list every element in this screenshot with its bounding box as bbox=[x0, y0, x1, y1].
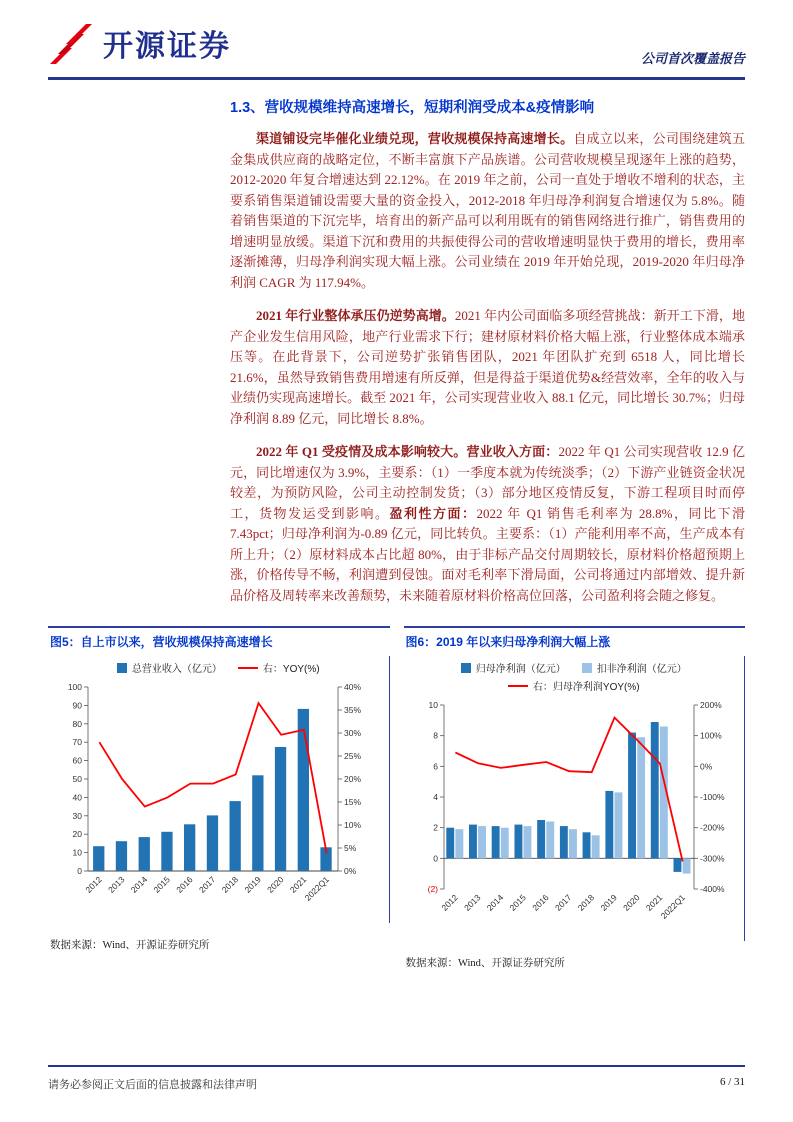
page-number: 6 / 31 bbox=[719, 1076, 745, 1088]
main-content bbox=[48, 96, 745, 970]
svg-text:25%: 25% bbox=[344, 751, 362, 761]
svg-text:30: 30 bbox=[72, 810, 83, 821]
svg-text:40%: 40% bbox=[344, 682, 362, 692]
svg-text:2016: 2016 bbox=[529, 892, 551, 913]
legend-line-swatch bbox=[238, 667, 258, 669]
brand-logo bbox=[48, 24, 231, 69]
svg-text:2020: 2020 bbox=[620, 892, 642, 913]
body-paragraphs bbox=[230, 129, 745, 606]
svg-text:15%: 15% bbox=[344, 797, 362, 807]
figure-5-source: 数据来源：Wind、开源证券研究所 bbox=[50, 940, 210, 951]
legend-label: 右：YOY(%) bbox=[262, 664, 320, 675]
brand-logo-icon bbox=[48, 24, 94, 69]
legend-item bbox=[508, 678, 640, 693]
paragraph-lead: 渠道铺设完毕催化业绩兑现，营收规模保持高速增长。 bbox=[256, 131, 574, 146]
paragraph-text: 2022 年 Q1 销售毛利率为 28.8%，同比下滑 7.43pct；归母净利润为-0.89 亿元，同比转负。主要系：（1）产能利用率不高，生产成本有所上升；（2）原材料成本占比超 80%，由于非标产品交付周期较长，原材料价格超预期上涨，价格传导不畅，利润遭到侵蚀。面对毛利率下滑局面，公司将通过内部增效、提升新品价格及周转率来改善颓势，未来随着原材料价格高位回落，公司盈利将会随之修复。 bbox=[230, 505, 745, 603]
svg-text:40: 40 bbox=[72, 792, 83, 803]
svg-text:2014: 2014 bbox=[484, 892, 505, 913]
figure-5-body bbox=[48, 656, 390, 923]
svg-text:-400%: -400% bbox=[699, 884, 725, 894]
paragraph-text: 2021 年内公司面临多项经营挑战：新开工下滑，地产企业发生信用风险，地产行业需求下行；建材原材料价格大幅上涨，行业整体成本端承压等。在此背景下，公司逆势扩张销售团队，2021 年团队扩充到 6518 人，同比增长 21.6%，虽然导致销售费用增速有所反弹，但是得益于渠道优势&经营效率，全年的收入与业绩仍实现高速增长。截至 2021 年，公司实现营业收入 88.1 亿元，同比增长 30.7%；归母净利润 8.89 亿元，同比增长 8.8%。 bbox=[230, 308, 745, 426]
svg-text:2021: 2021 bbox=[288, 874, 309, 895]
svg-text:5%: 5% bbox=[344, 843, 357, 853]
svg-text:70: 70 bbox=[72, 737, 83, 748]
paragraph bbox=[230, 442, 745, 606]
figure-6-caption: 图6：2019 年以来归母净利润大幅上涨 bbox=[404, 626, 746, 656]
legend-line-swatch bbox=[508, 685, 528, 687]
svg-text:8: 8 bbox=[433, 730, 438, 741]
svg-text:0: 0 bbox=[433, 853, 438, 864]
paragraph-lead: 2021 年行业整体承压仍逆势高增。 bbox=[256, 308, 455, 323]
charts-row bbox=[48, 626, 745, 970]
svg-text:2022Q1: 2022Q1 bbox=[658, 892, 687, 921]
svg-text:2018: 2018 bbox=[575, 892, 596, 913]
svg-text:0: 0 bbox=[77, 866, 83, 876]
figure-5 bbox=[48, 626, 390, 970]
svg-text:60: 60 bbox=[72, 755, 83, 766]
legend-item bbox=[117, 660, 222, 675]
svg-text:2017: 2017 bbox=[552, 892, 574, 913]
svg-text:2018: 2018 bbox=[219, 874, 241, 895]
svg-text:2022Q1: 2022Q1 bbox=[302, 874, 332, 903]
svg-text:30%: 30% bbox=[344, 728, 362, 738]
section-title: 1.3、营收规模维持高速增长，短期利润受成本&疫情影响 bbox=[230, 100, 595, 116]
svg-text:10: 10 bbox=[428, 700, 438, 710]
svg-text:100: 100 bbox=[68, 682, 83, 692]
svg-text:0%: 0% bbox=[344, 866, 357, 876]
figure-6 bbox=[404, 626, 746, 970]
svg-text:20: 20 bbox=[72, 829, 83, 840]
legend-item bbox=[461, 660, 566, 675]
paragraph bbox=[230, 129, 745, 293]
paragraph-lead: 2022 年 Q1 受疫情及成本影响较大。 bbox=[256, 444, 467, 459]
footer-disclaimer: 请务必参阅正文后面的信息披露和法律声明 bbox=[48, 1079, 257, 1091]
svg-text:2016: 2016 bbox=[174, 874, 195, 895]
svg-text:-300%: -300% bbox=[699, 853, 725, 864]
brand-name: 开源证券 bbox=[103, 29, 231, 63]
paragraph-text: 2022 年 Q1 公司实现营收 12.9 亿元，同比增速仅为 3.9%，主要系：（1）一季度本就为传统淡季；（2）下游产业链资金状况较差，为预防风险，公司主动控制发货；（3）部分地区疫情反复，下游工程项目时而停工，货物发运受到影响。 bbox=[230, 444, 745, 521]
page-footer bbox=[48, 1065, 745, 1092]
svg-text:-200%: -200% bbox=[699, 822, 725, 833]
legend-bar-swatch bbox=[117, 663, 127, 673]
svg-text:20%: 20% bbox=[344, 774, 362, 784]
svg-text:-100%: -100% bbox=[699, 792, 725, 802]
figure-6-source: 数据来源：Wind、开源证券研究所 bbox=[405, 958, 565, 969]
svg-text:6: 6 bbox=[433, 761, 438, 772]
legend-label: 归母净利润（亿元） bbox=[475, 664, 566, 675]
svg-text:80: 80 bbox=[72, 718, 83, 729]
svg-text:(2): (2) bbox=[427, 884, 438, 894]
svg-text:2: 2 bbox=[433, 822, 438, 833]
legend-label: 总营业收入（亿元） bbox=[131, 664, 222, 675]
paragraph-text: 自成立以来，公司围绕建筑五金集成供应商的战略定位，不断丰富旗下产品族谱。公司营收规模呈现逐年上涨的趋势，2012-2020 年复合增速达到 22.12%。在 2019 年之前，公司一直处于增收不增利的状态，主要系销售渠道铺设需要大量的资金投入，2012-2018 年归母净利润复合增速仅为 5.8%。随着销售渠道的下沉完毕，培育出的新产品可以利用既有的销售网络进行推广，销售费用的增速明显放缓。渠道下沉和费用的共振使得公司的营收增速明显快于费用的增长，费用率逐渐摊薄，归母净利润实现大幅上涨。公司业绩在 2019 年开始兑现，2019-2020 年归母净利润 CAGR 为 117.94%。 bbox=[230, 131, 745, 290]
legend-item bbox=[238, 660, 320, 675]
svg-text:2017: 2017 bbox=[197, 874, 218, 895]
svg-text:0%: 0% bbox=[699, 761, 713, 772]
svg-text:35%: 35% bbox=[344, 705, 362, 715]
svg-text:2019: 2019 bbox=[598, 892, 619, 913]
paragraph-lead: 盈利性方面： bbox=[389, 505, 477, 521]
svg-text:10%: 10% bbox=[344, 820, 362, 830]
svg-text:2021: 2021 bbox=[643, 892, 665, 913]
svg-text:90: 90 bbox=[72, 700, 83, 711]
legend-item bbox=[582, 660, 687, 675]
figure-5-chart-canvas bbox=[52, 677, 384, 921]
legend-bar-swatch bbox=[461, 663, 471, 673]
svg-text:100%: 100% bbox=[699, 730, 722, 741]
svg-text:4: 4 bbox=[433, 792, 438, 802]
paragraph bbox=[230, 306, 745, 429]
report-type-label: 公司首次覆盖报告 bbox=[640, 51, 745, 66]
figure-5-legend bbox=[48, 656, 389, 675]
svg-text:200%: 200% bbox=[699, 700, 722, 710]
svg-text:50: 50 bbox=[72, 774, 83, 784]
figure-5-caption: 图5：自上市以来，营收规模保持高速增长 bbox=[48, 626, 390, 656]
legend-bar-swatch bbox=[582, 663, 592, 673]
svg-text:2019: 2019 bbox=[242, 874, 264, 895]
svg-text:2015: 2015 bbox=[507, 892, 528, 913]
paragraph-lead: 营业收入方面： bbox=[466, 444, 559, 459]
svg-text:2015: 2015 bbox=[151, 874, 173, 895]
svg-text:2012: 2012 bbox=[83, 874, 105, 895]
legend-label: 右：归母净利润YOY(%) bbox=[532, 682, 640, 693]
svg-text:2020: 2020 bbox=[265, 874, 286, 895]
svg-text:2014: 2014 bbox=[129, 874, 150, 895]
figure-6-legend bbox=[404, 656, 745, 693]
legend-label: 扣非净利润（亿元） bbox=[596, 664, 687, 675]
figure-6-body bbox=[404, 656, 746, 941]
figure-6-chart-canvas bbox=[408, 695, 740, 939]
svg-text:2012: 2012 bbox=[439, 892, 460, 913]
page-header bbox=[48, 24, 745, 80]
svg-text:2013: 2013 bbox=[461, 892, 483, 913]
svg-text:2013: 2013 bbox=[106, 874, 127, 895]
svg-text:10: 10 bbox=[72, 847, 83, 858]
